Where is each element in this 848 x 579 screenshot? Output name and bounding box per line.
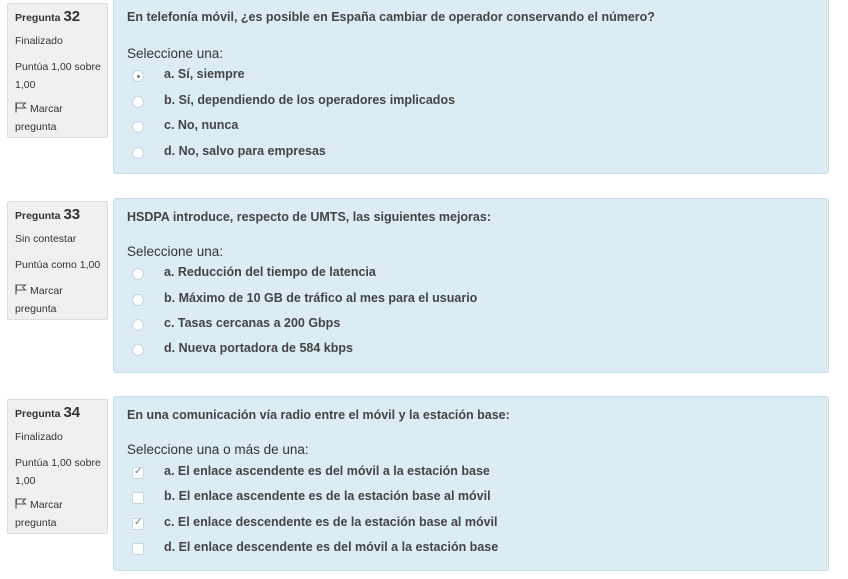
radio-button[interactable] (132, 121, 144, 133)
question-state: Finalizado (15, 35, 63, 47)
question-info-panel (7, 201, 108, 320)
question-number: 33 (63, 206, 81, 223)
answer-label[interactable]: b. Máximo de 10 GB de tráfico al mes para el usuario (164, 291, 478, 305)
question-info-panel (7, 399, 108, 534)
answer-label[interactable]: b. El enlace ascendente es de la estación base al móvil (164, 489, 491, 503)
question-content (113, 198, 829, 373)
answer-label[interactable]: a. Reducción del tiempo de latencia (164, 265, 376, 279)
question-text: En una comunicación vía radio entre el móvil y la estación base: (127, 408, 510, 422)
question-content (113, 0, 829, 174)
answer-option[interactable] (132, 464, 792, 484)
question-number-line (15, 406, 101, 421)
answer-label[interactable]: c. Tasas cercanas a 200 Gbps (164, 316, 341, 330)
flag-icon (15, 284, 27, 295)
question-label: Pregunta (15, 408, 61, 420)
flag-icon (15, 498, 27, 509)
answer-option[interactable] (132, 540, 792, 560)
question-state: Finalizado (15, 431, 63, 443)
answer-label[interactable]: c. El enlace descendente es de la estación base al móvil (164, 515, 498, 529)
question-text: HSDPA introduce, respecto de UMTS, las siguientes mejoras: (127, 210, 491, 224)
answer-prompt: Seleccione una: (127, 244, 224, 259)
answer-label[interactable]: a. Sí, siempre (164, 67, 245, 81)
flag-question-link[interactable] (15, 100, 101, 136)
radio-button[interactable] (132, 268, 144, 280)
question-grade: Puntúa como 1,00 (15, 259, 101, 271)
radio-button[interactable] (132, 70, 144, 82)
checkbox[interactable] (132, 492, 144, 504)
question-grade: Puntúa 1,00 sobre 1,00 (15, 457, 101, 487)
answer-option[interactable] (132, 93, 792, 113)
question-label: Pregunta (15, 12, 61, 24)
flag-question-label: Marcar pregunta (15, 499, 63, 529)
radio-button[interactable] (132, 147, 144, 159)
answer-label[interactable]: d. No, salvo para empresas (164, 144, 326, 158)
flag-question-link[interactable] (15, 282, 101, 318)
answer-prompt: Seleccione una: (127, 46, 224, 61)
answer-label[interactable]: c. No, nunca (164, 118, 239, 132)
question-number-line (15, 10, 101, 25)
flag-question-label: Marcar pregunta (15, 285, 63, 315)
question-number: 34 (63, 404, 81, 421)
radio-button[interactable] (132, 319, 144, 331)
answer-option[interactable] (132, 144, 792, 164)
answer-label[interactable]: d. Nueva portadora de 584 kbps (164, 341, 353, 355)
question-grade: Puntúa 1,00 sobre 1,00 (15, 61, 101, 91)
answer-option[interactable] (132, 67, 792, 87)
answer-prompt: Seleccione una o más de una: (127, 442, 309, 457)
checkbox[interactable] (132, 543, 144, 555)
checkbox[interactable] (132, 518, 144, 530)
checkbox[interactable] (132, 467, 144, 479)
answer-label[interactable]: d. El enlace descendente es del móvil a la estación base (164, 540, 499, 554)
question-info-panel (7, 3, 108, 138)
answer-option[interactable] (132, 489, 792, 509)
radio-button[interactable] (132, 96, 144, 108)
flag-question-label: Marcar pregunta (15, 103, 63, 133)
answer-option[interactable] (132, 341, 792, 361)
question-label: Pregunta (15, 210, 61, 222)
radio-button[interactable] (132, 294, 144, 306)
answer-option[interactable] (132, 291, 792, 311)
flag-icon (15, 102, 27, 113)
answer-label[interactable]: b. Sí, dependiendo de los operadores implicados (164, 93, 456, 107)
question-number-line (15, 208, 101, 223)
answer-option[interactable] (132, 265, 792, 285)
answer-option[interactable] (132, 316, 792, 336)
answer-option[interactable] (132, 118, 792, 138)
answer-label[interactable]: a. El enlace ascendente es del móvil a la estación base (164, 464, 490, 478)
flag-question-link[interactable] (15, 496, 101, 532)
question-content (113, 396, 829, 571)
question-text: En telefonía móvil, ¿es posible en España cambiar de operador conservando el número? (127, 10, 655, 24)
answer-option[interactable] (132, 515, 792, 535)
question-number: 32 (63, 8, 81, 25)
radio-button[interactable] (132, 344, 144, 356)
question-state: Sin contestar (15, 233, 77, 245)
